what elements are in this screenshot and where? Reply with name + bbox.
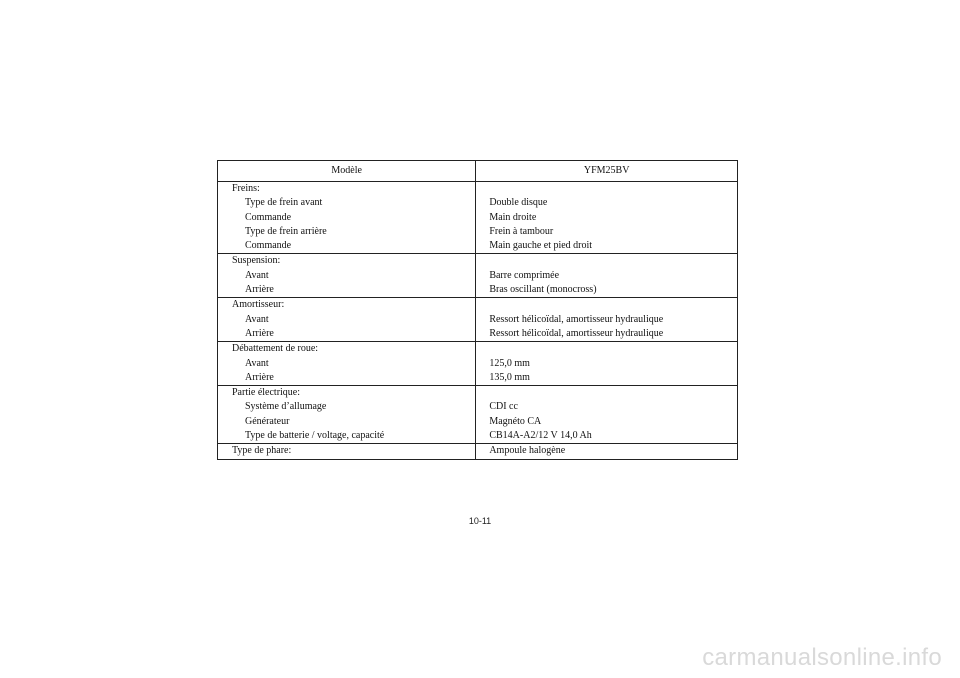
spec-category-value xyxy=(476,298,737,312)
spec-item-label: Avant xyxy=(245,357,269,369)
specifications-body xyxy=(218,182,738,460)
spec-item-label: Avant xyxy=(245,313,269,325)
spec-item-label: Commande xyxy=(245,211,292,223)
spec-item-label: Système d’allumage xyxy=(245,401,327,413)
spec-category-value xyxy=(476,386,737,400)
spec-category: Type de phare: xyxy=(232,445,292,457)
spec-category: Débattement de roue: xyxy=(232,343,319,355)
spec-category: Amortisseur: xyxy=(232,299,285,311)
spec-group xyxy=(218,254,738,298)
spec-group-labels xyxy=(218,182,476,254)
spec-item-value: Double disque xyxy=(489,197,548,209)
spec-group-values xyxy=(476,386,738,444)
spec-category: Partie électrique: xyxy=(232,387,301,399)
spec-group-values xyxy=(476,182,738,254)
spec-group xyxy=(218,386,738,444)
spec-item-value: 125,0 mm xyxy=(489,357,530,369)
spec-item-value: Magnéto CA xyxy=(489,415,542,427)
spec-item-label: Type de frein arrière xyxy=(245,225,327,237)
table-header-row xyxy=(218,161,738,182)
spec-item-label: Arrière xyxy=(245,327,274,339)
spec-group-labels xyxy=(218,298,476,342)
spec-group xyxy=(218,182,738,254)
page-number: 10-11 xyxy=(468,516,492,526)
watermark-text: carmanualsonline.info xyxy=(702,644,942,671)
spec-item-label: Commande xyxy=(245,240,292,252)
spec-group-labels xyxy=(218,342,476,386)
spec-item-label: Type de frein avant xyxy=(245,197,323,209)
spec-category: Suspension: xyxy=(232,255,281,267)
spec-category: Freins: xyxy=(232,183,260,194)
spec-group xyxy=(218,342,738,386)
spec-group-values xyxy=(476,342,738,386)
spec-item-value: Ressort hélicoïdal, amortisseur hydraulique xyxy=(489,313,664,325)
spec-category-value: Ampoule halogène xyxy=(489,445,566,457)
spec-category-value xyxy=(476,254,737,268)
spec-item-value: Bras oscillant (monocross) xyxy=(489,284,597,296)
spec-category-value xyxy=(476,342,737,356)
header-model-value: YFM25BV xyxy=(476,161,738,182)
spec-group-labels xyxy=(218,254,476,298)
spec-item-value: CDI cc xyxy=(489,401,518,413)
spec-item-label: Générateur xyxy=(245,415,290,427)
spec-group xyxy=(218,444,738,459)
spec-item-label: Arrière xyxy=(245,371,274,383)
spec-group-values xyxy=(476,444,738,459)
spec-item-value: Main droite xyxy=(489,211,537,223)
specifications-table xyxy=(217,160,738,460)
spec-item-value: Ressort hélicoïdal, amortisseur hydraulique xyxy=(489,327,664,339)
spec-group-values xyxy=(476,254,738,298)
spec-item-value: 135,0 mm xyxy=(489,371,530,383)
header-model-label: Modèle xyxy=(218,161,476,182)
spec-item-label: Arrière xyxy=(245,284,274,296)
spec-category-value xyxy=(476,182,737,196)
spec-item-value: Frein à tambour xyxy=(489,225,554,237)
spec-item-label: Avant xyxy=(245,269,269,281)
spec-group xyxy=(218,298,738,342)
spec-item-value: Barre comprimée xyxy=(489,269,560,281)
spec-group-labels xyxy=(218,444,476,459)
spec-item-value: Main gauche et pied droit xyxy=(489,240,593,252)
spec-group-values xyxy=(476,298,738,342)
spec-group-labels xyxy=(218,386,476,444)
spec-item-value: CB14A-A2/12 V 14,0 Ah xyxy=(489,430,592,442)
spec-item-label: Type de batterie / voltage, capacité xyxy=(245,430,385,442)
